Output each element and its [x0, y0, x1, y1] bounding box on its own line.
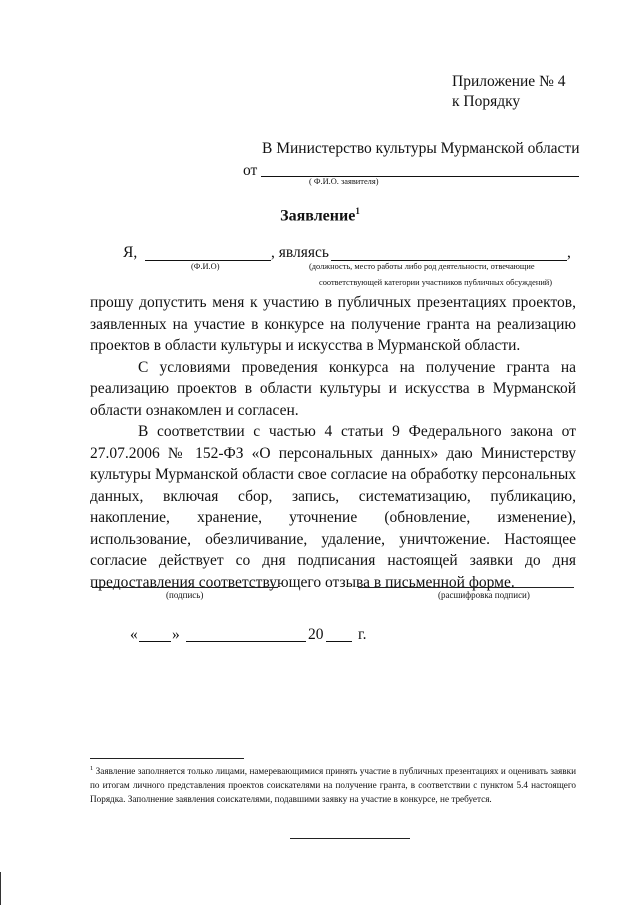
- signature-field[interactable]: [92, 587, 278, 588]
- date-day-field[interactable]: [139, 641, 171, 642]
- fio-hint: (Ф.И.О): [191, 262, 220, 271]
- signature-decode-hint: (расшифровка подписи): [438, 590, 530, 600]
- footnote: [90, 762, 576, 806]
- from-label: от: [243, 162, 258, 179]
- being-label: , являясь: [271, 244, 329, 261]
- date-row: [130, 626, 430, 648]
- signature-hint: (подпись): [166, 590, 204, 600]
- body-text: [90, 292, 576, 593]
- bottom-divider: [290, 838, 410, 839]
- ya-label: Я,: [123, 244, 138, 261]
- footnote-marker: 1: [90, 765, 94, 772]
- fio-field[interactable]: [145, 260, 271, 261]
- appendix-header: [452, 72, 565, 112]
- document-title: [0, 206, 640, 225]
- date-year-suffix: г.: [358, 626, 367, 643]
- body-paragraph-1: прошу допустить меня к участию в публичных презентациях проектов, заявленных на участие в конкурсе на получение гранта на реализацию проектов в области культуры и искусства в Мурманской области.: [90, 294, 576, 354]
- from-row: [243, 162, 583, 186]
- applicant-row: [123, 244, 583, 287]
- date-year-prefix: 20: [308, 626, 324, 643]
- appendix-line-1: Приложение № 4: [452, 73, 566, 90]
- appendix-line-2: к Порядку: [452, 93, 521, 110]
- signature-decode-field[interactable]: [358, 587, 574, 588]
- title-text: Заявление: [280, 207, 356, 225]
- date-month-field[interactable]: [186, 641, 306, 642]
- date-year-field[interactable]: [326, 641, 352, 642]
- date-close-quote: »: [172, 626, 180, 643]
- addressee: В Министерство культуры Мурманской области: [262, 140, 580, 157]
- date-open-quote: «: [130, 626, 138, 643]
- position-hint-2: соответствующей категории участников публичных обсуждений): [319, 278, 553, 287]
- position-field[interactable]: [331, 260, 567, 261]
- position-hint-1: (должность, место работы либо род деятельности, отвечающие: [309, 262, 535, 271]
- from-hint: ( Ф.И.О. заявителя): [309, 177, 379, 186]
- scan-edge-mark: [0, 872, 1, 905]
- footnote-separator: [90, 758, 244, 759]
- body-paragraph-3: В соответствии с частью 4 статьи 9 Федерального закона от 27.07.2006 № 152-ФЗ «О персональных данных» даю Министерству культуры Мурманской области свое согласие на обработку персональных данных, включая сбор, запись, систематизацию, публикацию, накопление, хранение, уточнение (обновление, изменение), использование, обезличивание, удаление, уничтожение. Настоящее согласие действует со дня подписания настоящей заявки до дня предоставления соответствующего отзыва в письменной форме.: [90, 423, 576, 591]
- comma: ,: [567, 244, 571, 261]
- title-footnote-ref: 1: [355, 206, 360, 216]
- body-paragraph-2: С условиями проведения конкурса на получение гранта на реализацию проектов в области культуры и искусства в Мурманской области ознакомлен и согласен.: [90, 358, 576, 419]
- footnote-text: Заявление заполняется только лицами, намеревающимися принять участие в публичных презентациях и оценивать заявки по итогам личного представления проектов соискателями на получение гранта, в соответствии с пунктом 5.4 настоящего Порядка. Заполнение заявления соискателями, подавшими заявку на участие в конкурсе, не требуется.: [90, 766, 576, 805]
